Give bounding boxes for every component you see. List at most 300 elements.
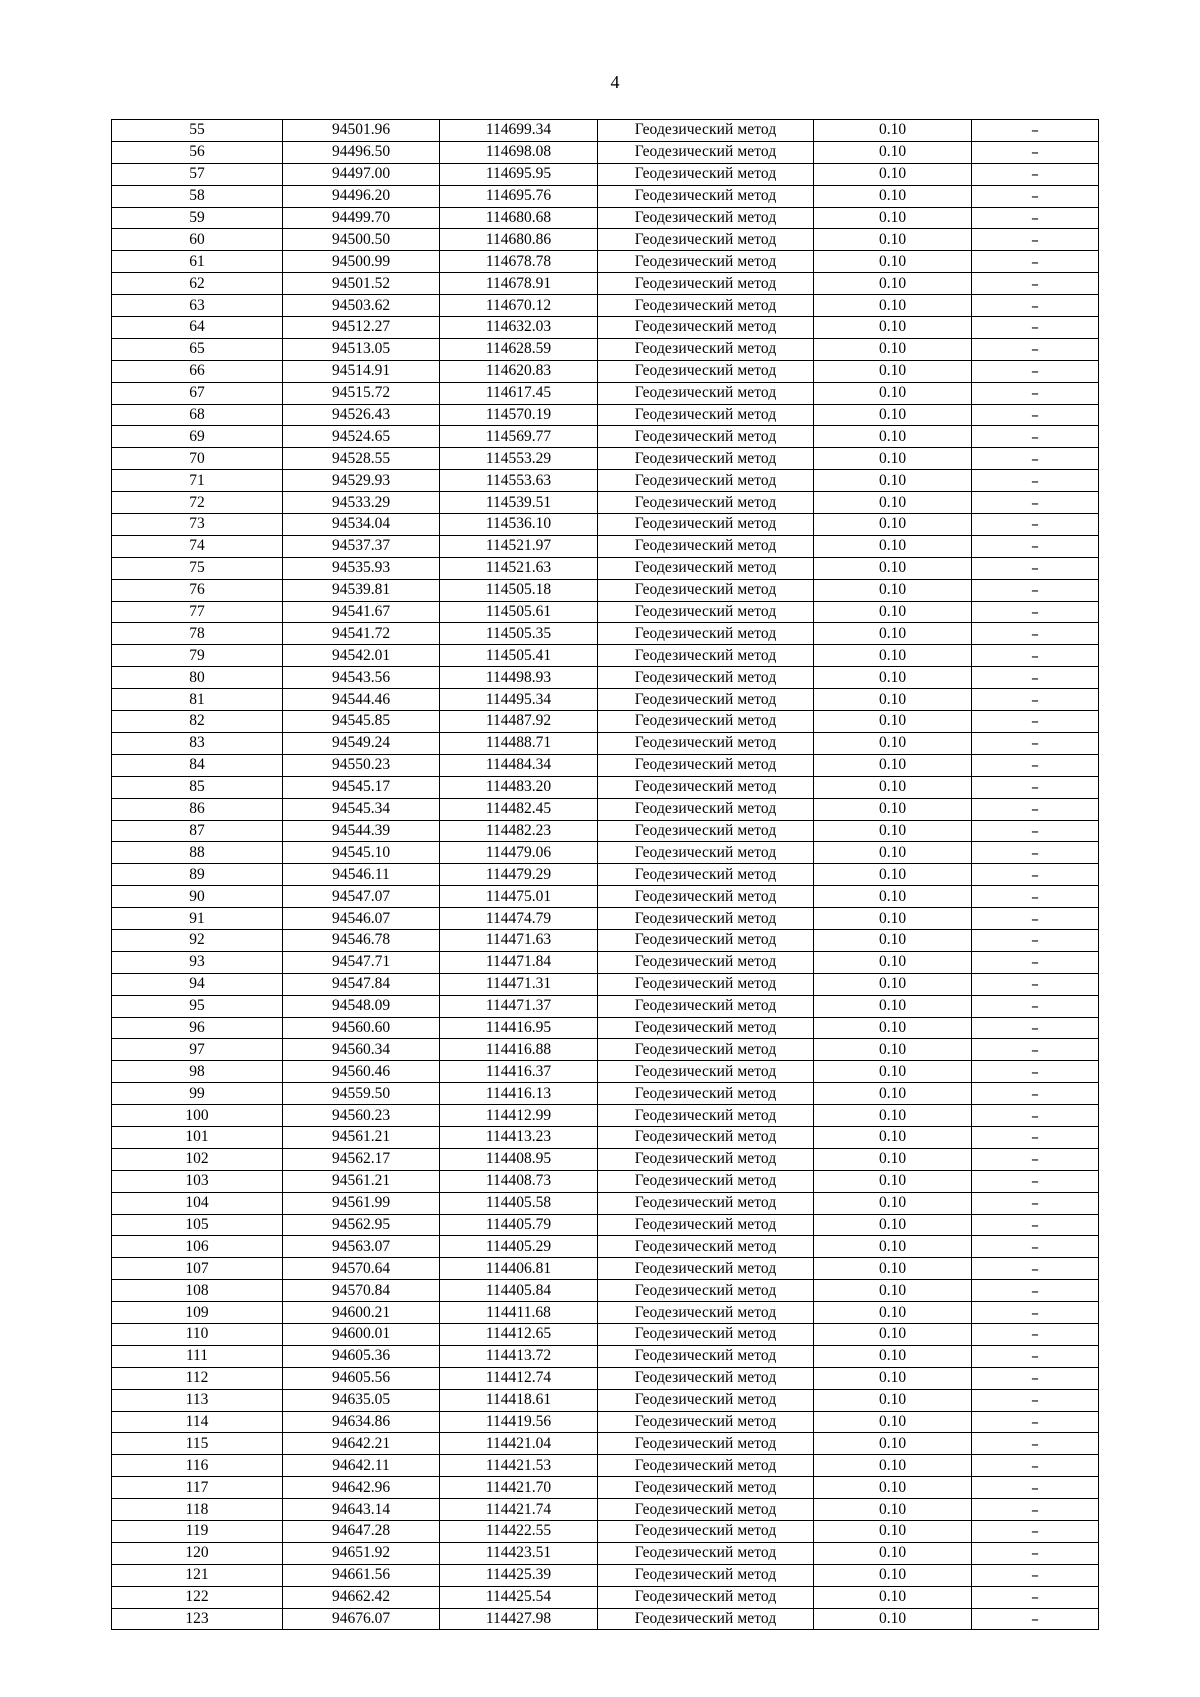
precision-cell: 0.10 — [814, 557, 972, 579]
table-row — [112, 1017, 1099, 1039]
point-number-cell: 55 — [112, 120, 283, 142]
note-cell: – — [972, 1083, 1099, 1105]
point-number-cell: 71 — [112, 470, 283, 492]
precision-cell: 0.10 — [814, 732, 972, 754]
method-cell: Геодезический метод — [598, 1389, 814, 1411]
y-coordinate-cell: 114482.23 — [440, 820, 598, 842]
y-coordinate-cell: 114413.72 — [440, 1345, 598, 1367]
y-coordinate-cell: 114471.37 — [440, 995, 598, 1017]
method-cell: Геодезический метод — [598, 404, 814, 426]
table-row — [112, 886, 1099, 908]
note-cell: – — [972, 1586, 1099, 1608]
x-coordinate-cell: 94562.17 — [283, 1148, 440, 1170]
note-cell: – — [972, 667, 1099, 689]
y-coordinate-cell: 114474.79 — [440, 908, 598, 930]
point-number-cell: 97 — [112, 1039, 283, 1061]
x-coordinate-cell: 94549.24 — [283, 732, 440, 754]
x-coordinate-cell: 94642.96 — [283, 1477, 440, 1499]
note-cell: – — [972, 251, 1099, 273]
point-number-cell: 77 — [112, 601, 283, 623]
note-cell: – — [972, 382, 1099, 404]
point-number-cell: 74 — [112, 535, 283, 557]
y-coordinate-cell: 114423.51 — [440, 1542, 598, 1564]
y-coordinate-cell: 114412.65 — [440, 1323, 598, 1345]
x-coordinate-cell: 94676.07 — [283, 1608, 440, 1630]
method-cell: Геодезический метод — [598, 426, 814, 448]
method-cell: Геодезический метод — [598, 1126, 814, 1148]
point-number-cell: 83 — [112, 732, 283, 754]
table-row — [112, 1214, 1099, 1236]
method-cell: Геодезический метод — [598, 1192, 814, 1214]
note-cell: – — [972, 842, 1099, 864]
table-row — [112, 492, 1099, 514]
y-coordinate-cell: 114482.45 — [440, 798, 598, 820]
table-row — [112, 1280, 1099, 1302]
precision-cell: 0.10 — [814, 360, 972, 382]
point-number-cell: 94 — [112, 973, 283, 995]
x-coordinate-cell: 94600.21 — [283, 1302, 440, 1324]
method-cell: Геодезический метод — [598, 229, 814, 251]
precision-cell: 0.10 — [814, 1499, 972, 1521]
x-coordinate-cell: 94545.10 — [283, 842, 440, 864]
method-cell: Геодезический метод — [598, 1345, 814, 1367]
precision-cell: 0.10 — [814, 1061, 972, 1083]
point-number-cell: 90 — [112, 886, 283, 908]
y-coordinate-cell: 114505.18 — [440, 579, 598, 601]
coordinates-table-body — [112, 120, 1099, 1630]
table-row — [112, 689, 1099, 711]
y-coordinate-cell: 114678.78 — [440, 251, 598, 273]
x-coordinate-cell: 94526.43 — [283, 404, 440, 426]
table-row — [112, 382, 1099, 404]
point-number-cell: 88 — [112, 842, 283, 864]
y-coordinate-cell: 114483.20 — [440, 776, 598, 798]
table-row — [112, 1170, 1099, 1192]
point-number-cell: 120 — [112, 1542, 283, 1564]
x-coordinate-cell: 94529.93 — [283, 470, 440, 492]
point-number-cell: 95 — [112, 995, 283, 1017]
precision-cell: 0.10 — [814, 207, 972, 229]
precision-cell: 0.10 — [814, 535, 972, 557]
method-cell: Геодезический метод — [598, 776, 814, 798]
precision-cell: 0.10 — [814, 667, 972, 689]
method-cell: Геодезический метод — [598, 273, 814, 295]
y-coordinate-cell: 114553.63 — [440, 470, 598, 492]
x-coordinate-cell: 94570.64 — [283, 1258, 440, 1280]
precision-cell: 0.10 — [814, 929, 972, 951]
y-coordinate-cell: 114416.95 — [440, 1017, 598, 1039]
precision-cell: 0.10 — [814, 185, 972, 207]
table-row — [112, 995, 1099, 1017]
y-coordinate-cell: 114427.98 — [440, 1608, 598, 1630]
x-coordinate-cell: 94524.65 — [283, 426, 440, 448]
y-coordinate-cell: 114536.10 — [440, 514, 598, 536]
precision-cell: 0.10 — [814, 120, 972, 142]
point-number-cell: 57 — [112, 163, 283, 185]
x-coordinate-cell: 94550.23 — [283, 754, 440, 776]
y-coordinate-cell: 114421.04 — [440, 1433, 598, 1455]
precision-cell: 0.10 — [814, 601, 972, 623]
x-coordinate-cell: 94537.37 — [283, 535, 440, 557]
table-row — [112, 798, 1099, 820]
precision-cell: 0.10 — [814, 1170, 972, 1192]
x-coordinate-cell: 94548.09 — [283, 995, 440, 1017]
point-number-cell: 81 — [112, 689, 283, 711]
table-row — [112, 776, 1099, 798]
precision-cell: 0.10 — [814, 1017, 972, 1039]
point-number-cell: 62 — [112, 273, 283, 295]
table-row — [112, 1192, 1099, 1214]
x-coordinate-cell: 94547.71 — [283, 951, 440, 973]
y-coordinate-cell: 114416.88 — [440, 1039, 598, 1061]
precision-cell: 0.10 — [814, 514, 972, 536]
table-row — [112, 1345, 1099, 1367]
table-row — [112, 1039, 1099, 1061]
point-number-cell: 119 — [112, 1521, 283, 1543]
table-row — [112, 317, 1099, 339]
point-number-cell: 106 — [112, 1236, 283, 1258]
x-coordinate-cell: 94515.72 — [283, 382, 440, 404]
y-coordinate-cell: 114695.76 — [440, 185, 598, 207]
point-number-cell: 122 — [112, 1586, 283, 1608]
table-row — [112, 1258, 1099, 1280]
y-coordinate-cell: 114416.13 — [440, 1083, 598, 1105]
point-number-cell: 92 — [112, 929, 283, 951]
table-row — [112, 1367, 1099, 1389]
y-coordinate-cell: 114475.01 — [440, 886, 598, 908]
point-number-cell: 109 — [112, 1302, 283, 1324]
y-coordinate-cell: 114408.73 — [440, 1170, 598, 1192]
precision-cell: 0.10 — [814, 864, 972, 886]
y-coordinate-cell: 114471.31 — [440, 973, 598, 995]
table-row — [112, 973, 1099, 995]
table-row — [112, 535, 1099, 557]
precision-cell: 0.10 — [814, 1608, 972, 1630]
method-cell: Геодезический метод — [598, 1608, 814, 1630]
y-coordinate-cell: 114425.39 — [440, 1564, 598, 1586]
method-cell: Геодезический метод — [598, 1586, 814, 1608]
table-row — [112, 1411, 1099, 1433]
x-coordinate-cell: 94534.04 — [283, 514, 440, 536]
x-coordinate-cell: 94501.52 — [283, 273, 440, 295]
method-cell: Геодезический метод — [598, 1083, 814, 1105]
point-number-cell: 105 — [112, 1214, 283, 1236]
precision-cell: 0.10 — [814, 1039, 972, 1061]
coordinates-table — [111, 119, 1099, 1630]
note-cell: – — [972, 1323, 1099, 1345]
precision-cell: 0.10 — [814, 295, 972, 317]
point-number-cell: 100 — [112, 1105, 283, 1127]
point-number-cell: 86 — [112, 798, 283, 820]
note-cell: – — [972, 448, 1099, 470]
point-number-cell: 79 — [112, 645, 283, 667]
table-row — [112, 1236, 1099, 1258]
y-coordinate-cell: 114421.53 — [440, 1455, 598, 1477]
note-cell: – — [972, 1017, 1099, 1039]
note-cell: – — [972, 229, 1099, 251]
table-row — [112, 1477, 1099, 1499]
table-row — [112, 448, 1099, 470]
y-coordinate-cell: 114570.19 — [440, 404, 598, 426]
note-cell: – — [972, 689, 1099, 711]
precision-cell: 0.10 — [814, 1411, 972, 1433]
note-cell: – — [972, 141, 1099, 163]
method-cell: Геодезический метод — [598, 1105, 814, 1127]
method-cell: Геодезический метод — [598, 820, 814, 842]
y-coordinate-cell: 114405.29 — [440, 1236, 598, 1258]
point-number-cell: 104 — [112, 1192, 283, 1214]
x-coordinate-cell: 94560.60 — [283, 1017, 440, 1039]
precision-cell: 0.10 — [814, 426, 972, 448]
method-cell: Геодезический метод — [598, 207, 814, 229]
x-coordinate-cell: 94605.36 — [283, 1345, 440, 1367]
x-coordinate-cell: 94544.39 — [283, 820, 440, 842]
y-coordinate-cell: 114405.84 — [440, 1280, 598, 1302]
precision-cell: 0.10 — [814, 1126, 972, 1148]
note-cell: – — [972, 470, 1099, 492]
method-cell: Геодезический метод — [598, 360, 814, 382]
point-number-cell: 56 — [112, 141, 283, 163]
method-cell: Геодезический метод — [598, 1323, 814, 1345]
x-coordinate-cell: 94560.34 — [283, 1039, 440, 1061]
point-number-cell: 103 — [112, 1170, 283, 1192]
note-cell: – — [972, 732, 1099, 754]
table-row — [112, 667, 1099, 689]
method-cell: Геодезический метод — [598, 601, 814, 623]
method-cell: Геодезический метод — [598, 1214, 814, 1236]
note-cell: – — [972, 623, 1099, 645]
x-coordinate-cell: 94561.21 — [283, 1170, 440, 1192]
note-cell: – — [972, 1061, 1099, 1083]
note-cell: – — [972, 951, 1099, 973]
method-cell: Геодезический метод — [598, 492, 814, 514]
precision-cell: 0.10 — [814, 404, 972, 426]
x-coordinate-cell: 94643.14 — [283, 1499, 440, 1521]
point-number-cell: 82 — [112, 711, 283, 733]
table-row — [112, 338, 1099, 360]
x-coordinate-cell: 94543.56 — [283, 667, 440, 689]
note-cell: – — [972, 426, 1099, 448]
x-coordinate-cell: 94542.01 — [283, 645, 440, 667]
note-cell: – — [972, 185, 1099, 207]
note-cell: – — [972, 798, 1099, 820]
note-cell: – — [972, 1608, 1099, 1630]
y-coordinate-cell: 114539.51 — [440, 492, 598, 514]
table-row — [112, 579, 1099, 601]
point-number-cell: 93 — [112, 951, 283, 973]
y-coordinate-cell: 114569.77 — [440, 426, 598, 448]
x-coordinate-cell: 94544.46 — [283, 689, 440, 711]
y-coordinate-cell: 114421.70 — [440, 1477, 598, 1499]
point-number-cell: 110 — [112, 1323, 283, 1345]
x-coordinate-cell: 94503.62 — [283, 295, 440, 317]
point-number-cell: 107 — [112, 1258, 283, 1280]
point-number-cell: 99 — [112, 1083, 283, 1105]
table-row — [112, 273, 1099, 295]
method-cell: Геодезический метод — [598, 929, 814, 951]
y-coordinate-cell: 114505.35 — [440, 623, 598, 645]
note-cell: – — [972, 1542, 1099, 1564]
table-row — [112, 251, 1099, 273]
note-cell: – — [972, 1236, 1099, 1258]
y-coordinate-cell: 114419.56 — [440, 1411, 598, 1433]
x-coordinate-cell: 94561.21 — [283, 1126, 440, 1148]
x-coordinate-cell: 94635.05 — [283, 1389, 440, 1411]
point-number-cell: 58 — [112, 185, 283, 207]
point-number-cell: 118 — [112, 1499, 283, 1521]
point-number-cell: 114 — [112, 1411, 283, 1433]
table-row — [112, 711, 1099, 733]
y-coordinate-cell: 114416.37 — [440, 1061, 598, 1083]
x-coordinate-cell: 94539.81 — [283, 579, 440, 601]
precision-cell: 0.10 — [814, 1433, 972, 1455]
x-coordinate-cell: 94541.67 — [283, 601, 440, 623]
x-coordinate-cell: 94500.50 — [283, 229, 440, 251]
table-row — [112, 141, 1099, 163]
precision-cell: 0.10 — [814, 689, 972, 711]
y-coordinate-cell: 114405.58 — [440, 1192, 598, 1214]
table-row — [112, 1499, 1099, 1521]
x-coordinate-cell: 94560.23 — [283, 1105, 440, 1127]
precision-cell: 0.10 — [814, 163, 972, 185]
point-number-cell: 72 — [112, 492, 283, 514]
method-cell: Геодезический метод — [598, 338, 814, 360]
point-number-cell: 102 — [112, 1148, 283, 1170]
table-row — [112, 864, 1099, 886]
method-cell: Геодезический метод — [598, 864, 814, 886]
point-number-cell: 121 — [112, 1564, 283, 1586]
x-coordinate-cell: 94496.50 — [283, 141, 440, 163]
table-row — [112, 207, 1099, 229]
precision-cell: 0.10 — [814, 798, 972, 820]
table-row — [112, 645, 1099, 667]
precision-cell: 0.10 — [814, 1302, 972, 1324]
table-row — [112, 163, 1099, 185]
note-cell: – — [972, 886, 1099, 908]
y-coordinate-cell: 114406.81 — [440, 1258, 598, 1280]
method-cell: Геодезический метод — [598, 1499, 814, 1521]
method-cell: Геодезический метод — [598, 1039, 814, 1061]
x-coordinate-cell: 94651.92 — [283, 1542, 440, 1564]
method-cell: Геодезический метод — [598, 317, 814, 339]
method-cell: Геодезический метод — [598, 623, 814, 645]
y-coordinate-cell: 114628.59 — [440, 338, 598, 360]
note-cell: – — [972, 207, 1099, 229]
precision-cell: 0.10 — [814, 141, 972, 163]
y-coordinate-cell: 114425.54 — [440, 1586, 598, 1608]
method-cell: Геодезический метод — [598, 1258, 814, 1280]
x-coordinate-cell: 94563.07 — [283, 1236, 440, 1258]
precision-cell: 0.10 — [814, 1148, 972, 1170]
table-row — [112, 185, 1099, 207]
method-cell: Геодезический метод — [598, 1148, 814, 1170]
method-cell: Геодезический метод — [598, 120, 814, 142]
table-row — [112, 1608, 1099, 1630]
note-cell: – — [972, 1477, 1099, 1499]
precision-cell: 0.10 — [814, 382, 972, 404]
note-cell: – — [972, 1455, 1099, 1477]
y-coordinate-cell: 114413.23 — [440, 1126, 598, 1148]
x-coordinate-cell: 94600.01 — [283, 1323, 440, 1345]
y-coordinate-cell: 114505.61 — [440, 601, 598, 623]
y-coordinate-cell: 114617.45 — [440, 382, 598, 404]
method-cell: Геодезический метод — [598, 732, 814, 754]
note-cell: – — [972, 1499, 1099, 1521]
method-cell: Геодезический метод — [598, 1236, 814, 1258]
table-row — [112, 732, 1099, 754]
table-row — [112, 426, 1099, 448]
note-cell: – — [972, 1411, 1099, 1433]
point-number-cell: 91 — [112, 908, 283, 930]
y-coordinate-cell: 114680.86 — [440, 229, 598, 251]
x-coordinate-cell: 94642.11 — [283, 1455, 440, 1477]
y-coordinate-cell: 114411.68 — [440, 1302, 598, 1324]
table-row — [112, 929, 1099, 951]
x-coordinate-cell: 94546.78 — [283, 929, 440, 951]
point-number-cell: 60 — [112, 229, 283, 251]
x-coordinate-cell: 94500.99 — [283, 251, 440, 273]
table-row — [112, 1542, 1099, 1564]
x-coordinate-cell: 94545.17 — [283, 776, 440, 798]
point-number-cell: 117 — [112, 1477, 283, 1499]
x-coordinate-cell: 94562.95 — [283, 1214, 440, 1236]
y-coordinate-cell: 114498.93 — [440, 667, 598, 689]
method-cell: Геодезический метод — [598, 645, 814, 667]
method-cell: Геодезический метод — [598, 689, 814, 711]
precision-cell: 0.10 — [814, 1105, 972, 1127]
note-cell: – — [972, 492, 1099, 514]
note-cell: – — [972, 1433, 1099, 1455]
note-cell: – — [972, 1126, 1099, 1148]
method-cell: Геодезический метод — [598, 842, 814, 864]
precision-cell: 0.10 — [814, 908, 972, 930]
y-coordinate-cell: 114678.91 — [440, 273, 598, 295]
method-cell: Геодезический метод — [598, 382, 814, 404]
precision-cell: 0.10 — [814, 1280, 972, 1302]
method-cell: Геодезический метод — [598, 908, 814, 930]
x-coordinate-cell: 94547.84 — [283, 973, 440, 995]
page-number: 4 — [610, 72, 620, 92]
precision-cell: 0.10 — [814, 251, 972, 273]
y-coordinate-cell: 114471.63 — [440, 929, 598, 951]
point-number-cell: 113 — [112, 1389, 283, 1411]
y-coordinate-cell: 114670.12 — [440, 295, 598, 317]
precision-cell: 0.10 — [814, 229, 972, 251]
method-cell: Геодезический метод — [598, 1170, 814, 1192]
precision-cell: 0.10 — [814, 1477, 972, 1499]
method-cell: Геодезический метод — [598, 1433, 814, 1455]
point-number-cell: 123 — [112, 1608, 283, 1630]
method-cell: Геодезический метод — [598, 886, 814, 908]
note-cell: – — [972, 120, 1099, 142]
precision-cell: 0.10 — [814, 1521, 972, 1543]
method-cell: Геодезический метод — [598, 1564, 814, 1586]
note-cell: – — [972, 711, 1099, 733]
note-cell: – — [972, 1258, 1099, 1280]
point-number-cell: 87 — [112, 820, 283, 842]
note-cell: – — [972, 864, 1099, 886]
precision-cell: 0.10 — [814, 1323, 972, 1345]
x-coordinate-cell: 94496.20 — [283, 185, 440, 207]
note-cell: – — [972, 404, 1099, 426]
note-cell: – — [972, 273, 1099, 295]
y-coordinate-cell: 114405.79 — [440, 1214, 598, 1236]
y-coordinate-cell: 114495.34 — [440, 689, 598, 711]
precision-cell: 0.10 — [814, 1192, 972, 1214]
point-number-cell: 85 — [112, 776, 283, 798]
point-number-cell: 101 — [112, 1126, 283, 1148]
method-cell: Геодезический метод — [598, 667, 814, 689]
